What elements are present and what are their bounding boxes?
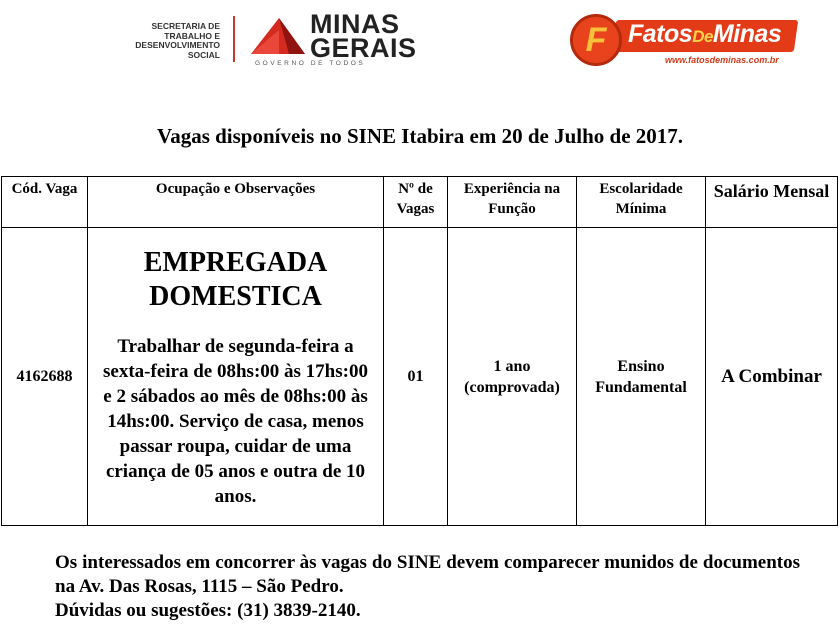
header-experiencia: Experiência na Função xyxy=(448,177,577,228)
fm-logo-part2: De xyxy=(692,27,713,46)
secretaria-line: DESENVOLVIMENTO xyxy=(135,40,220,50)
minas-gerais-logo xyxy=(310,9,417,63)
secretaria-line: SECRETARIA DE xyxy=(151,21,220,31)
secretaria-logo-text xyxy=(110,22,220,60)
header-salario: Salário Mensal xyxy=(706,177,838,228)
secretaria-line: SOCIAL xyxy=(187,49,220,60)
fm-logo-url: www.fatosdeminas.com.br xyxy=(665,55,779,65)
cell-salary: A Combinar xyxy=(706,228,838,526)
fatos-de-minas-logo xyxy=(570,12,798,66)
header-escolaridade: Escolaridade Mínima xyxy=(577,177,706,228)
fm-logo-emblem-icon xyxy=(570,14,622,66)
table-row xyxy=(2,228,838,526)
fm-logo-part3: Minas xyxy=(712,20,782,48)
fm-logo-part1: Fatos xyxy=(628,20,693,48)
header-ocupacao: Ocupação e Observações xyxy=(88,177,384,228)
header-num-vagas: Nº de Vagas xyxy=(384,177,448,228)
footer-contact: Dúvidas ou sugestões: (31) 3839-2140. xyxy=(55,600,361,621)
mg-logo-line2: GERAIS xyxy=(310,33,417,63)
footer-notes xyxy=(55,551,800,623)
table-header-row xyxy=(2,177,838,228)
minas-gerais-triangle-icon xyxy=(249,16,307,56)
cell-schooling: Ensino Fundamental xyxy=(577,228,706,526)
header-cod-vaga: Cód. Vaga xyxy=(2,177,88,228)
fm-logo-emblem-letter: F xyxy=(585,21,607,59)
cell-vacancies: 01 xyxy=(384,228,448,526)
footer-instructions: Os interessados em concorrer às vagas do SINE devem comparecer munidos de documentos na Av. Das Rosas, 1115 – São Pedro. xyxy=(55,552,800,597)
mg-logo-subtitle: GOVERNO DE TODOS xyxy=(255,60,366,67)
cell-code: 4162688 xyxy=(2,228,88,526)
mg-logo-line1: MINAS xyxy=(310,9,400,39)
secretaria-line: TRABALHO E xyxy=(164,30,220,41)
occupation-description: Trabalhar de segunda-feira a sexta-feira de 08hs:00 às 17hs:00 e 2 sábados ao mês de 08hs:00 às 14hs:00. Serviço de casa, menos passar roupa, cuidar de uma criança de 05 anos e outra de 10 anos. xyxy=(103,336,368,507)
occupation-title: EMPREGADA DOMESTICA xyxy=(143,247,328,312)
cell-experience: 1 ano (comprovada) xyxy=(448,228,577,526)
vagas-table xyxy=(1,176,838,526)
page-title: Vagas disponíveis no SINE Itabira em 20 de Julho de 2017. xyxy=(156,124,684,148)
fm-logo-title xyxy=(628,20,781,49)
logo-divider xyxy=(233,16,235,62)
cell-occupation xyxy=(88,228,384,526)
